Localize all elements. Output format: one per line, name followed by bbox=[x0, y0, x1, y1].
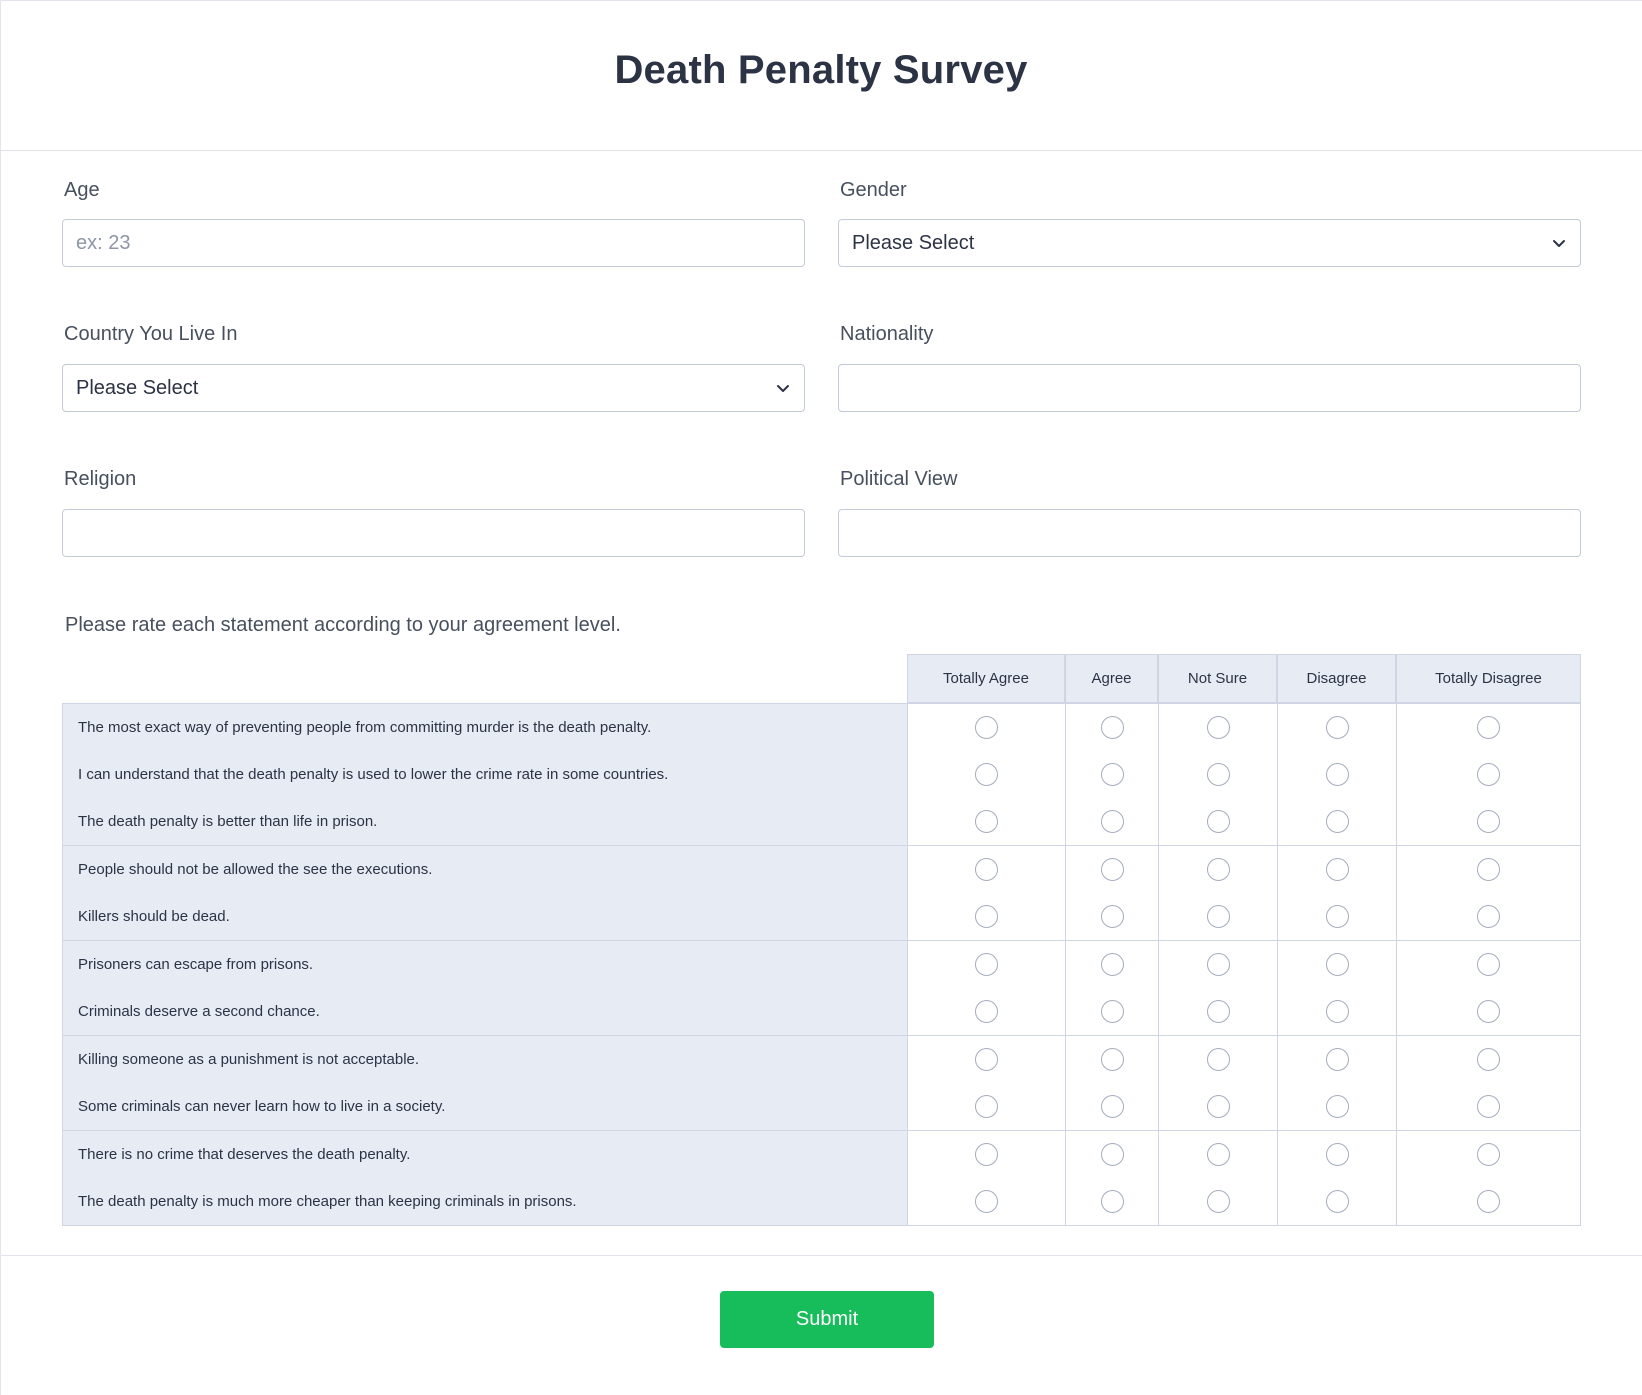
matrix-cell bbox=[1396, 1131, 1581, 1179]
matrix-statement: I can understand that the death penalty is used to lower the crime rate in some countries. bbox=[62, 751, 907, 799]
matrix-statement: The death penalty is much more cheaper than keeping criminals in prisons. bbox=[62, 1178, 907, 1226]
rating-radio[interactable] bbox=[1101, 1000, 1124, 1023]
rating-radio[interactable] bbox=[1101, 1095, 1124, 1118]
matrix-cell bbox=[907, 798, 1065, 846]
religion-input[interactable] bbox=[62, 509, 805, 557]
matrix-column-header: Totally Agree bbox=[907, 654, 1065, 703]
matrix-cell bbox=[1396, 846, 1581, 894]
rating-radio[interactable] bbox=[1477, 810, 1500, 833]
matrix-cell bbox=[907, 988, 1065, 1036]
rating-radio[interactable] bbox=[1207, 1000, 1230, 1023]
matrix-statement: Prisoners can escape from prisons. bbox=[62, 941, 907, 989]
matrix-cell bbox=[1396, 1178, 1581, 1226]
country-label: Country You Live In bbox=[64, 323, 238, 345]
rating-radio[interactable] bbox=[1101, 716, 1124, 739]
rating-radio[interactable] bbox=[975, 1143, 998, 1166]
matrix-intro: Please rate each statement according to your agreement level. bbox=[65, 614, 621, 636]
rating-radio[interactable] bbox=[1326, 810, 1349, 833]
matrix-cell bbox=[1277, 751, 1396, 799]
rating-radio[interactable] bbox=[1207, 1048, 1230, 1071]
page-title: Death Penalty Survey bbox=[614, 47, 1028, 92]
matrix-cell bbox=[1065, 1083, 1158, 1131]
matrix-cell bbox=[1396, 893, 1581, 941]
rating-radio[interactable] bbox=[975, 905, 998, 928]
matrix-statement: The most exact way of preventing people from committing murder is the death penalty. bbox=[62, 704, 907, 752]
matrix-cell bbox=[1277, 941, 1396, 989]
footer-divider bbox=[0, 1255, 1642, 1256]
matrix-cell bbox=[1277, 798, 1396, 846]
rating-radio[interactable] bbox=[1477, 1048, 1500, 1071]
matrix-cell bbox=[1158, 1131, 1277, 1179]
rating-radio[interactable] bbox=[1477, 763, 1500, 786]
matrix-cell bbox=[907, 941, 1065, 989]
rating-radio[interactable] bbox=[1101, 1143, 1124, 1166]
rating-radio[interactable] bbox=[975, 716, 998, 739]
matrix-cell bbox=[907, 846, 1065, 894]
rating-radio[interactable] bbox=[1326, 1000, 1349, 1023]
matrix-cell bbox=[1396, 941, 1581, 989]
gender-select-value: Please Select bbox=[852, 231, 975, 254]
matrix-statement: People should not be allowed the see the executions. bbox=[62, 846, 907, 894]
matrix-cell bbox=[907, 1083, 1065, 1131]
matrix-statement: Killers should be dead. bbox=[62, 893, 907, 941]
matrix-row bbox=[62, 1178, 1581, 1226]
matrix-row bbox=[62, 1036, 1581, 1084]
rating-radio[interactable] bbox=[1477, 953, 1500, 976]
matrix-statement: Some criminals can never learn how to live in a society. bbox=[62, 1083, 907, 1131]
rating-radio[interactable] bbox=[1477, 905, 1500, 928]
matrix-cell bbox=[1158, 1036, 1277, 1084]
matrix-cell bbox=[1065, 846, 1158, 894]
rating-radio[interactable] bbox=[1101, 858, 1124, 881]
rating-radio[interactable] bbox=[1477, 1000, 1500, 1023]
matrix-row bbox=[62, 703, 1581, 751]
matrix-cell bbox=[1158, 893, 1277, 941]
political-view-label: Political View bbox=[840, 468, 958, 490]
rating-radio[interactable] bbox=[975, 810, 998, 833]
matrix-cell bbox=[907, 893, 1065, 941]
matrix-row bbox=[62, 893, 1581, 941]
matrix-cell bbox=[1158, 988, 1277, 1036]
matrix-cell bbox=[1396, 751, 1581, 799]
matrix-column-header: Not Sure bbox=[1158, 654, 1277, 703]
matrix-cell bbox=[1065, 798, 1158, 846]
rating-radio[interactable] bbox=[1477, 1143, 1500, 1166]
matrix-cell bbox=[1158, 941, 1277, 989]
rating-radio[interactable] bbox=[1207, 1095, 1230, 1118]
rating-radio[interactable] bbox=[1326, 858, 1349, 881]
rating-radio[interactable] bbox=[1207, 716, 1230, 739]
rating-radio[interactable] bbox=[1326, 1143, 1349, 1166]
rating-radio[interactable] bbox=[975, 1048, 998, 1071]
matrix-cell bbox=[907, 1036, 1065, 1084]
rating-radio[interactable] bbox=[1326, 716, 1349, 739]
matrix-cell bbox=[1396, 1036, 1581, 1084]
nationality-label: Nationality bbox=[840, 323, 934, 345]
rating-radio[interactable] bbox=[1477, 858, 1500, 881]
matrix-cell bbox=[1158, 1083, 1277, 1131]
rating-radio[interactable] bbox=[975, 1190, 998, 1213]
rating-radio[interactable] bbox=[1207, 1190, 1230, 1213]
matrix-cell bbox=[907, 751, 1065, 799]
matrix-statement: The death penalty is better than life in prison. bbox=[62, 798, 907, 846]
matrix-column-header: Disagree bbox=[1277, 654, 1396, 703]
rating-radio[interactable] bbox=[1477, 1190, 1500, 1213]
rating-radio[interactable] bbox=[1326, 1048, 1349, 1071]
country-select[interactable] bbox=[62, 364, 805, 412]
age-input[interactable] bbox=[62, 219, 805, 267]
rating-radio[interactable] bbox=[1326, 953, 1349, 976]
chevron-down-icon bbox=[774, 379, 792, 397]
rating-radio[interactable] bbox=[1207, 810, 1230, 833]
matrix-cell bbox=[1158, 704, 1277, 752]
age-label: Age bbox=[64, 179, 100, 201]
rating-radio[interactable] bbox=[1326, 1095, 1349, 1118]
matrix-cell bbox=[1277, 704, 1396, 752]
matrix-cell bbox=[907, 1131, 1065, 1179]
nationality-input[interactable] bbox=[838, 364, 1581, 412]
rating-radio[interactable] bbox=[1207, 858, 1230, 881]
rating-radio[interactable] bbox=[975, 858, 998, 881]
matrix-row bbox=[62, 1131, 1581, 1179]
matrix-cell bbox=[907, 1178, 1065, 1226]
rating-radio[interactable] bbox=[975, 1095, 998, 1118]
matrix-cell bbox=[1277, 1178, 1396, 1226]
rating-radio[interactable] bbox=[1101, 810, 1124, 833]
submit-button[interactable]: Submit bbox=[720, 1291, 934, 1348]
rating-radio[interactable] bbox=[1101, 905, 1124, 928]
political-view-input[interactable] bbox=[838, 509, 1581, 557]
rating-radio[interactable] bbox=[1101, 953, 1124, 976]
matrix-statement: There is no crime that deserves the death penalty. bbox=[62, 1131, 907, 1179]
country-select-value: Please Select bbox=[76, 376, 199, 399]
matrix-row bbox=[62, 846, 1581, 894]
chevron-down-icon bbox=[1550, 234, 1568, 252]
matrix-row bbox=[62, 751, 1581, 799]
matrix-cell bbox=[1158, 846, 1277, 894]
rating-radio[interactable] bbox=[1326, 763, 1349, 786]
matrix-cell bbox=[1277, 1131, 1396, 1179]
rating-radio[interactable] bbox=[1207, 905, 1230, 928]
rating-radio[interactable] bbox=[1326, 1190, 1349, 1213]
matrix-cell bbox=[1396, 798, 1581, 846]
rating-radio[interactable] bbox=[1207, 763, 1230, 786]
matrix-cell bbox=[1065, 704, 1158, 752]
matrix-statement: Criminals deserve a second chance. bbox=[62, 988, 907, 1036]
matrix-cell bbox=[1277, 1036, 1396, 1084]
rating-radio[interactable] bbox=[1101, 1048, 1124, 1071]
matrix-cell bbox=[1396, 988, 1581, 1036]
rating-radio[interactable] bbox=[975, 953, 998, 976]
matrix-cell bbox=[1158, 798, 1277, 846]
matrix-cell bbox=[1277, 893, 1396, 941]
matrix-cell bbox=[1277, 846, 1396, 894]
rating-radio[interactable] bbox=[1477, 1095, 1500, 1118]
matrix-row bbox=[62, 798, 1581, 846]
gender-label: Gender bbox=[840, 179, 907, 201]
matrix-row bbox=[62, 1083, 1581, 1131]
matrix-cell bbox=[1277, 988, 1396, 1036]
rating-radio[interactable] bbox=[1101, 763, 1124, 786]
matrix-cell bbox=[1065, 893, 1158, 941]
rating-radio[interactable] bbox=[1207, 953, 1230, 976]
matrix-cell bbox=[1065, 1178, 1158, 1226]
gender-select[interactable] bbox=[838, 219, 1581, 267]
rating-radio[interactable] bbox=[1326, 905, 1349, 928]
matrix-cell bbox=[1065, 1036, 1158, 1084]
matrix-column-header: Agree bbox=[1065, 654, 1158, 703]
rating-radio[interactable] bbox=[975, 1000, 998, 1023]
rating-radio[interactable] bbox=[1477, 716, 1500, 739]
matrix-cell bbox=[1065, 751, 1158, 799]
matrix-cell bbox=[1277, 1083, 1396, 1131]
matrix-cell bbox=[1158, 1178, 1277, 1226]
matrix-cell bbox=[907, 704, 1065, 752]
matrix-statement: Killing someone as a punishment is not acceptable. bbox=[62, 1036, 907, 1084]
matrix-row bbox=[62, 988, 1581, 1036]
matrix-column-header: Totally Disagree bbox=[1396, 654, 1581, 703]
rating-radio[interactable] bbox=[1207, 1143, 1230, 1166]
matrix-cell bbox=[1396, 1083, 1581, 1131]
matrix-row bbox=[62, 941, 1581, 989]
form-header bbox=[0, 0, 1642, 151]
matrix-cell bbox=[1065, 988, 1158, 1036]
religion-label: Religion bbox=[64, 468, 137, 490]
matrix-cell bbox=[1396, 704, 1581, 752]
matrix-cell bbox=[1158, 751, 1277, 799]
rating-radio[interactable] bbox=[975, 763, 998, 786]
matrix-cell bbox=[1065, 1131, 1158, 1179]
rating-radio[interactable] bbox=[1101, 1190, 1124, 1213]
matrix-cell bbox=[1065, 941, 1158, 989]
